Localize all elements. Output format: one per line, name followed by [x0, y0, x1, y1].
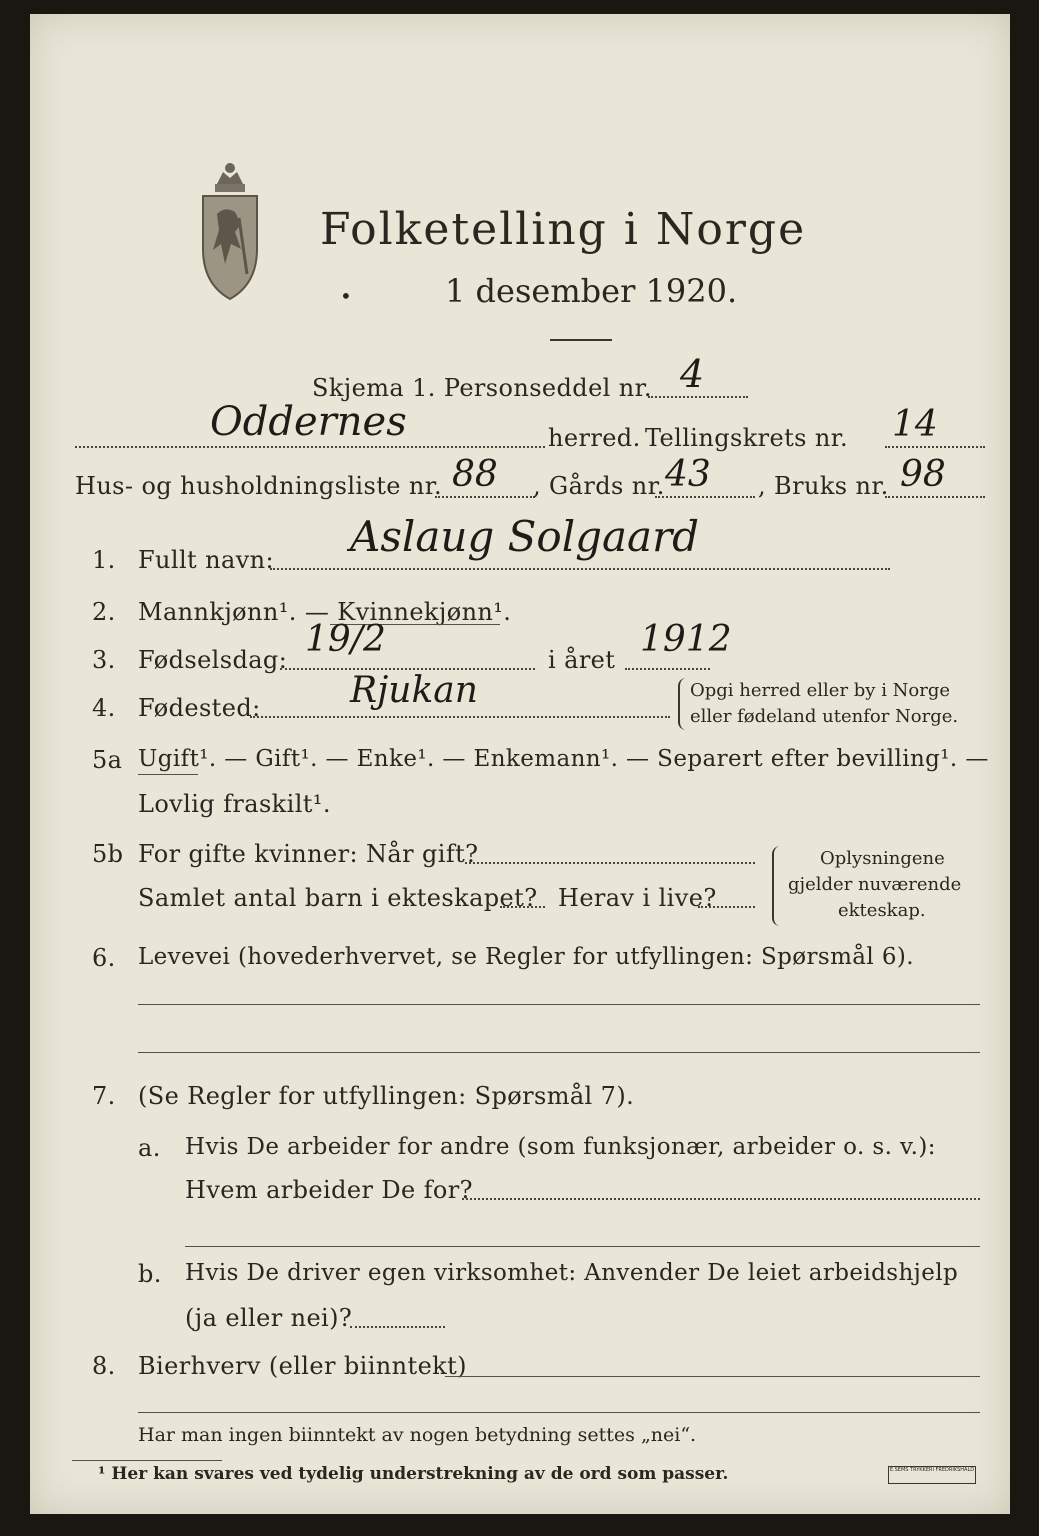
q5a-number: 5a [92, 746, 123, 774]
q7-label: (Se Regler for utfyllingen: Spørsmål 7). [138, 1082, 635, 1110]
q8-number: 8. [92, 1352, 116, 1380]
q7b-line-1: Hvis De driver egen virksomhet: Anvender De leiet arbeidshjelp [185, 1260, 959, 1286]
q7a-line-1: Hvis De arbeider for andre (som funksjonær, arbeider o. s. v.): [185, 1134, 936, 1160]
q3-year-line [625, 668, 710, 670]
q6-label: Levevei (hovederhvervet, se Regler for utfyllingen: Spørsmål 6). [138, 944, 915, 970]
q5b-number: 5b [92, 840, 124, 868]
q7a-employer-line [462, 1198, 980, 1200]
q4-note-1: Opgi herred eller by i Norge [690, 680, 951, 701]
q7a-extra-line [185, 1246, 980, 1247]
q2-number: 2. [92, 598, 116, 626]
q5a-underline [138, 774, 198, 775]
schema-label: Skjema 1. Personseddel nr. [312, 374, 652, 402]
q5b-note-3: ekteskap. [838, 900, 926, 921]
printer-stamp-text: E.SEMS TRYKKERI FREDRIKSHALD [889, 1467, 975, 1473]
q1-value: Aslaug Solgaard [350, 512, 700, 561]
bruks-label: , Bruks nr. [758, 472, 889, 500]
footnote-divider [72, 1460, 222, 1461]
household-line [435, 496, 535, 498]
q3-label: Fødselsdag: [138, 646, 288, 674]
census-form [30, 14, 1010, 1514]
q1-line [270, 568, 890, 570]
form-date: 1 desember 1920. [445, 272, 738, 310]
form-title: Folketelling i Norge [320, 204, 807, 255]
q2-label: Mannkjønn¹. — Kvinnekjønn¹. [138, 598, 512, 626]
q5b-line-1: For gifte kvinner: Når gift? [138, 840, 479, 868]
q4-number: 4. [92, 694, 116, 722]
q7b-line-2: (ja eller nei)? [185, 1304, 353, 1332]
gards-nr: 43 [665, 454, 711, 495]
q7-number: 7. [92, 1082, 116, 1110]
bruks-line [885, 496, 985, 498]
q5b-line-2b: Herav i live? [558, 884, 717, 912]
coat-of-arms-icon [195, 154, 265, 308]
q7b-number: b. [138, 1260, 162, 1288]
tellingskrets-line [885, 446, 985, 448]
q8-line-1 [445, 1376, 980, 1377]
herred-label: herred. [548, 424, 641, 452]
q5a-line-1: Ugift¹. — Gift¹. — Enke¹. — Enkemann¹. — Separert efter bevilling¹. — [138, 746, 989, 772]
tellingskrets-nr: 14 [892, 404, 938, 445]
household-value: 88 [452, 454, 498, 495]
q4-line [250, 716, 670, 718]
dot-mark: • [340, 284, 352, 308]
q7a-number: a. [138, 1134, 161, 1162]
q7b-answer-line [350, 1326, 445, 1328]
bruks-nr: 98 [900, 454, 946, 495]
q1-number: 1. [92, 546, 116, 574]
title-divider [550, 339, 612, 341]
household-label: Hus- og husholdningsliste nr. [75, 472, 442, 500]
q1-label: Fullt navn: [138, 546, 275, 574]
q5b-note-1: Oplysningene [820, 848, 945, 869]
q6-line-2 [138, 1052, 980, 1053]
gards-label: , Gårds nr. [533, 472, 665, 500]
q4-value: Rjukan [350, 670, 478, 711]
municipality-value: Oddernes [210, 399, 407, 445]
q5b-brace [772, 846, 782, 926]
personseddel-line [648, 396, 748, 398]
q5b-line-2a: Samlet antal barn i ekteskapet? [138, 884, 538, 912]
q4-brace [678, 678, 686, 730]
q3-number: 3. [92, 646, 116, 674]
q3-year: 1912 [640, 619, 732, 660]
bottom-note: Har man ingen biinntekt av nogen betydning settes „nei“. [138, 1424, 697, 1446]
tellingskrets-label: Tellingskrets nr. [645, 424, 849, 452]
q6-number: 6. [92, 944, 116, 972]
q5b-note-2: gjelder nuværende [788, 874, 962, 895]
q7a-line-2: Hvem arbeider De for? [185, 1176, 473, 1204]
q8-line-2 [138, 1412, 980, 1413]
q4-label: Fødested: [138, 694, 261, 722]
personseddel-nr: 4 [680, 352, 705, 396]
q4-note-2: eller fødeland utenfor Norge. [690, 706, 959, 727]
municipality-line [75, 446, 545, 448]
printer-stamp [888, 1466, 976, 1484]
gards-line [655, 496, 755, 498]
q5b-children-line [500, 906, 545, 908]
q5b-alive-line [698, 906, 755, 908]
q6-line-1 [138, 1004, 980, 1005]
q8-label: Bierhverv (eller biinntekt) [138, 1352, 467, 1380]
q5a-line-2: Lovlig fraskilt¹. [138, 790, 331, 818]
q5b-married-line [465, 862, 755, 864]
q3-year-label: i året [548, 646, 616, 674]
footnote: ¹ Her kan svares ved tydelig understrekning av de ord som passer. [98, 1464, 729, 1484]
q3-value: 19/2 [305, 619, 386, 660]
